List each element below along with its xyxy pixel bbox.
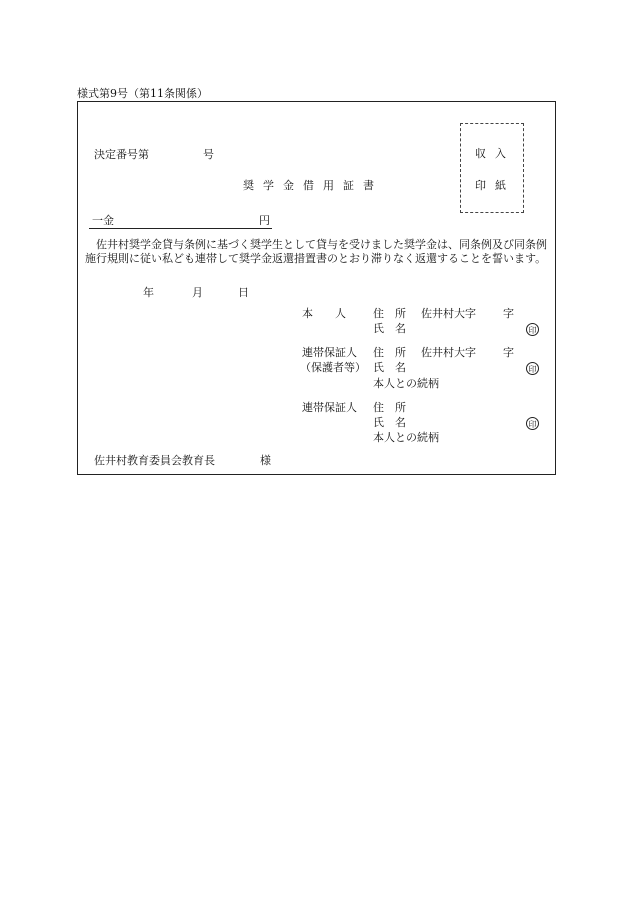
principal-address-label: 住 所 (373, 307, 406, 320)
principal-aza: 字 (503, 307, 514, 320)
revenue-stamp-box (460, 123, 524, 213)
amount-unit: 円 (259, 214, 270, 227)
guarantor2-role: 連帯保証人 (302, 401, 357, 414)
guarantor1-name-label: 氏 名 (373, 361, 406, 374)
addressee-name: 佐井村教育委員会教育長 (94, 454, 215, 467)
principal-role: 本 人 (302, 307, 346, 320)
addressee-honorific: 様 (260, 454, 271, 467)
pledge-text (85, 238, 552, 266)
principal-seal-mark: 印 (526, 323, 539, 336)
guarantor1-address-value: 佐井村大字 (421, 346, 476, 359)
guarantor1-role: 連帯保証人 (302, 346, 357, 359)
amount-underline (89, 228, 272, 229)
decision-number-suffix: 号 (203, 148, 214, 161)
guarantor2-name-label: 氏 名 (373, 416, 406, 429)
guarantor1-relation-label: 本人との続柄 (373, 377, 439, 390)
guarantor2-seal-mark: 印 (526, 417, 539, 430)
guarantor1-aza: 字 (503, 346, 514, 359)
stamp-label-line2: 印紙 (475, 179, 515, 192)
guarantor1-seal-mark: 印 (526, 362, 539, 375)
guarantor1-role-sub: （保護者等） (300, 361, 366, 374)
stamp-label-line1: 収入 (475, 147, 515, 160)
guarantor2-relation-label: 本人との続柄 (373, 431, 439, 444)
principal-name-label: 氏 名 (373, 322, 406, 335)
date-day: 日 (238, 286, 249, 299)
date-month: 月 (192, 286, 203, 299)
guarantor1-address-label: 住 所 (373, 346, 406, 359)
decision-number-prefix: 決定番号第 (94, 148, 149, 161)
guarantor2-address-label: 住 所 (373, 401, 406, 414)
date-year: 年 (143, 286, 154, 299)
principal-address-value: 佐井村大字 (421, 307, 476, 320)
document-title: 奨学金借用証書 (243, 179, 383, 192)
amount-prefix: 一金 (92, 214, 114, 227)
pledge-paragraph: 佐井村奨学金貸与条例に基づく奨学生として貸与を受けました奨学金は、同条例及び同条例施行規則に従い私ども連帯して奨学金返還措置書のとおり滞りなく返還することを誓います。 (85, 238, 547, 265)
form-number: 様式第9号（第11条関係） (77, 87, 208, 100)
